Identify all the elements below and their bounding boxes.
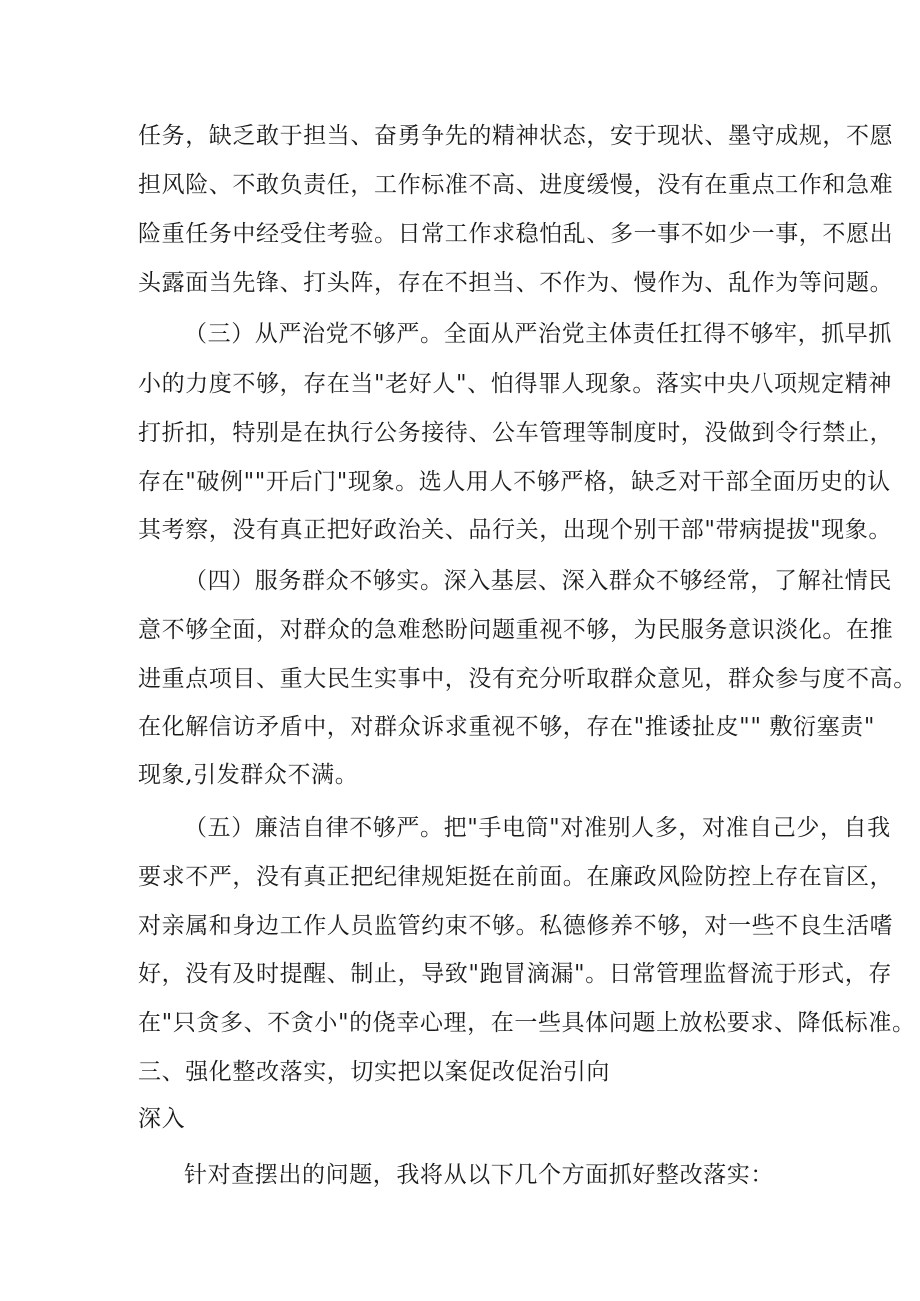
text-line: （四）服务群众不够实。深入基层、深入群众不够经常，了解社情民: [184, 568, 892, 594]
text-line: 头露面当先锋、打头阵，存在不担当、不作为、慢作为、乱作为等问题。: [138, 270, 894, 296]
text-line: 针对查摆出的问题，我将从以下几个方面抓好整改落实：: [184, 1162, 774, 1188]
text-line: 存在"破例""开后门"现象。选人用人不够严格，缺乏对干部全面历史的认: [138, 469, 891, 495]
text-line: 现象,引发群众不满。: [138, 762, 359, 788]
text-line: 打折扣，特别是在执行公务接待、公车管理等制度时，没做到令行禁止，: [138, 420, 894, 446]
text-line: 险重任务中经受住考验。日常工作求稳怕乱、多一事不如少一事，不愿出: [138, 221, 894, 247]
text-line: 好，没有及时提醒、制止，导致"跑冒滴漏"。日常管理监督流于形式，存: [138, 961, 892, 987]
text-line: 担风险、不敢负责任，工作标准不高、进度缓慢，没有在重点工作和急难: [138, 172, 894, 198]
text-line: 小的力度不够，存在当"老好人"、怕得罪人现象。落实中央八项规定精神: [138, 371, 892, 397]
section-heading-continued: 深入: [138, 1106, 186, 1132]
text-line: 对亲属和身边工作人员监管约束不够。私德修养不够，对一些不良生活嗜: [138, 913, 894, 939]
text-line: 意不够全面，对群众的急难愁盼问题重视不够，为民服务意识淡化。在推: [138, 617, 894, 643]
text-line: 在化解信访矛盾中，对群众诉求重视不够，存在"推诿扯皮"" 敷衍塞责": [138, 714, 876, 740]
text-line: （五）廉洁自律不够严。把"手电筒"对准别人多，对准自己少，自我: [184, 815, 891, 841]
section-heading: 三、强化整改落实，切实把以案促改促治引向: [138, 1059, 610, 1085]
text-line: 要求不严，没有真正把纪律规矩挺在前面。在廉政风险防控上存在盲区，: [138, 864, 894, 890]
text-line: 在"只贪多、不贪小"的侥幸心理，在一些具体问题上放松要求、降低标准。: [138, 1010, 916, 1036]
text-line: 其考察，没有真正把好政治关、品行关，出现个别干部"带病提拔"现象。: [138, 517, 892, 543]
text-line: （三）从严治党不够严。全面从严治党主体责任扛得不够牢，抓早抓: [184, 321, 892, 347]
text-line: 任务，缺乏敢于担当、奋勇争先的精神状态，安于现状、墨守成规，不愿: [138, 123, 894, 149]
text-line: 进重点项目、重大民生实事中，没有充分听取群众意见，群众参与度不高。: [138, 666, 917, 692]
